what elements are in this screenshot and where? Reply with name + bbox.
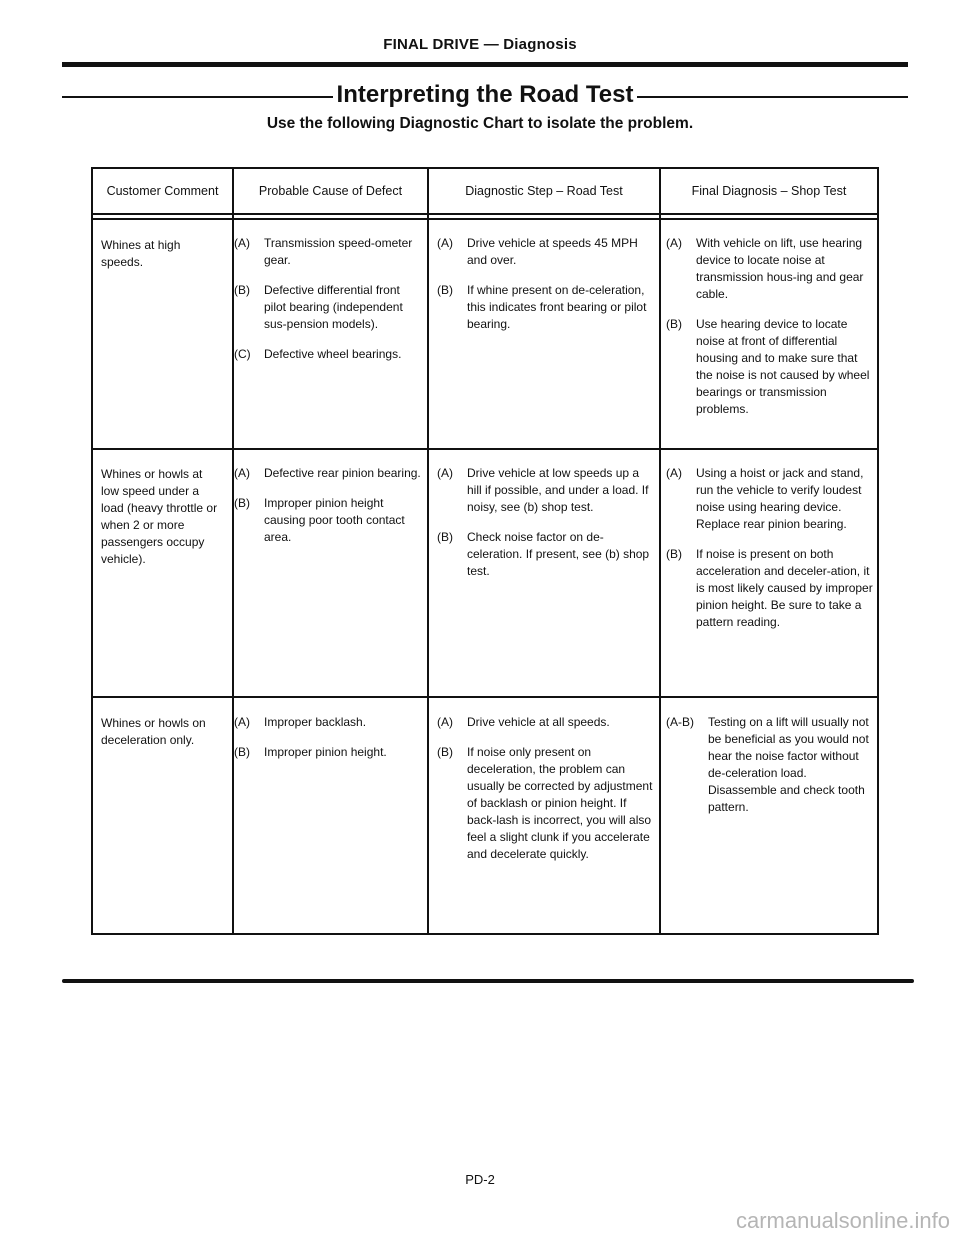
section-title: Interpreting the Road Test (333, 81, 638, 108)
section-subtitle: Use the following Diagnostic Chart to isolate the problem. (266, 115, 694, 132)
item-label: (A) (234, 466, 250, 480)
item-label: (B) (666, 317, 682, 331)
step-item (437, 235, 653, 269)
cause-item (234, 235, 422, 269)
item-text: Drive vehicle at all speeds. (467, 715, 610, 729)
item-text: Testing on a lift will usually not be beneficial as you would not hear the noise factor without de-celeration load. Disassemble and check tooth pattern. (708, 715, 869, 814)
item-text: Use hearing device to locate noise at front of differential housing and to make sure that the noise is not caused by wheel bearings or transmission problems. (696, 317, 870, 416)
cause-item (234, 465, 422, 482)
item-text: Drive vehicle at low speeds up a hill if possible, and under a load. If noisy, see (b) shop test. (467, 466, 649, 514)
item-label: (B) (234, 745, 250, 759)
item-text: If noise is present on both acceleration and deceler-ation, it is most likely caused by improper pinion height. Be sure to take a pattern reading. (696, 547, 873, 629)
item-text: Check noise factor on de-celeration. If present, see (b) shop test. (467, 530, 650, 578)
header-probable-cause: Probable Cause of Defect (258, 184, 403, 198)
row-2-causes (234, 465, 422, 559)
row-divider (93, 696, 877, 698)
item-label: (A) (666, 236, 682, 250)
cause-item (234, 282, 422, 333)
item-text: Defective differential front pilot bearing (independent sus-pension models). (264, 283, 403, 331)
cause-item (234, 346, 422, 363)
diagnosis-item (666, 714, 876, 816)
row-1-causes (234, 235, 422, 376)
step-item (437, 714, 653, 731)
row-2-comment: Whines or howls at low speed under a load (heavy throttle or when 2 or more passengers occupy vehicle). (101, 467, 218, 566)
item-text: Improper backlash. (264, 715, 367, 729)
header-diagnostic-step: Diagnostic Step – Road Test (465, 184, 623, 198)
row-2-diagnosis (666, 465, 876, 644)
column-divider (659, 169, 661, 933)
item-label: (A-B) (666, 715, 694, 729)
row-1-comment: Whines at high speeds. (101, 238, 181, 269)
item-text: Defective wheel bearings. (264, 347, 402, 361)
item-label: (C) (234, 347, 251, 361)
item-label: (B) (437, 530, 453, 544)
item-label: (A) (666, 466, 682, 480)
row-divider (93, 448, 877, 450)
watermark: carmanualsonline.info (735, 1208, 950, 1233)
header-rule (62, 62, 908, 67)
step-item (437, 529, 653, 580)
diagnosis-item (666, 465, 876, 533)
item-label: (A) (234, 715, 250, 729)
row-3-steps (437, 714, 653, 876)
item-label: (B) (234, 283, 250, 297)
header-final-diagnosis: Final Diagnosis – Shop Test (691, 184, 847, 198)
row-1-steps (437, 235, 653, 346)
item-text: With vehicle on lift, use hearing device to locate noise at transmission hous-ing and gear cable. (696, 236, 864, 301)
item-label: (A) (437, 236, 453, 250)
item-text: Drive vehicle at speeds 45 MPH and over. (467, 236, 638, 267)
page-number: PD-2 (465, 1172, 495, 1187)
item-label: (B) (666, 547, 682, 561)
footer-rule (62, 979, 914, 983)
item-text: Defective rear pinion bearing. (264, 466, 421, 480)
item-text: If noise only present on deceleration, the problem can usually be corrected by adjustment of backlash or pinion height. If back-lash is incorrect, you will also feel a slight clunk if you accelerate and decelerate quickly. (467, 745, 653, 861)
cause-item (234, 714, 422, 731)
diagnosis-item (666, 546, 876, 631)
page-header-title: FINAL DRIVE — Diagnosis (383, 36, 577, 53)
item-text: Improper pinion height causing poor tooth contact area. (264, 496, 405, 544)
item-label: (A) (437, 466, 453, 480)
header-divider (93, 218, 877, 220)
item-label: (B) (437, 745, 453, 759)
header-customer-comment: Customer Comment (106, 184, 219, 198)
row-3-causes (234, 714, 422, 774)
header-divider (93, 213, 877, 215)
step-item (437, 744, 653, 863)
item-label: (B) (437, 283, 453, 297)
diagnosis-item (666, 316, 876, 418)
step-item (437, 282, 653, 333)
item-text: Transmission speed-ometer gear. (264, 236, 413, 267)
row-2-steps (437, 465, 653, 593)
item-text: Using a hoist or jack and stand, run the vehicle to verify loudest noise using hearing device. Replace rear pinion bearing. (696, 466, 864, 531)
item-text: Improper pinion height. (264, 745, 387, 759)
column-divider (427, 169, 429, 933)
step-item (437, 465, 653, 516)
cause-item (234, 744, 422, 761)
diagnostic-chart (91, 167, 879, 935)
row-3-diagnosis (666, 714, 876, 829)
item-label: (A) (234, 236, 250, 250)
item-text: If whine present on de-celeration, this indicates front bearing or pilot bearing. (467, 283, 647, 331)
row-1-diagnosis (666, 235, 876, 431)
section-heading (62, 76, 908, 116)
cause-item (234, 495, 422, 546)
item-label: (A) (437, 715, 453, 729)
diagnosis-item (666, 235, 876, 303)
item-label: (B) (234, 496, 250, 510)
row-3-comment: Whines or howls on deceleration only. (101, 716, 206, 747)
